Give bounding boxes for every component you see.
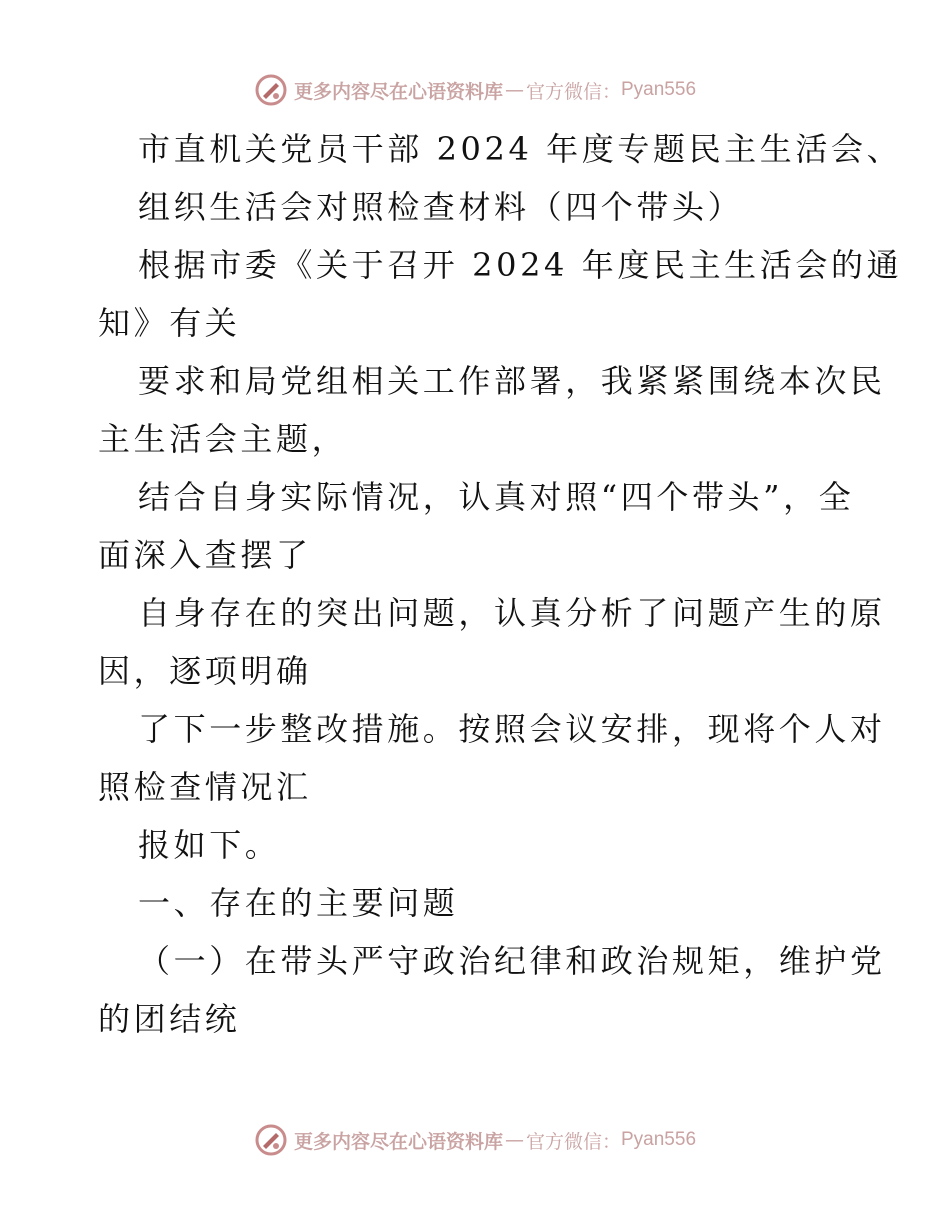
- paragraph-2-line-2: 主生活会主题，: [98, 420, 348, 458]
- header-separator: —: [504, 79, 524, 101]
- brand-logo-icon: [254, 73, 288, 107]
- paragraph-5: [98, 700, 886, 816]
- document-body: [98, 120, 903, 1048]
- header-brand-text: 更多内容尽在心语资料库: [293, 80, 503, 103]
- paragraph-6: [98, 816, 858, 874]
- header-wechat-account: Pyan556: [621, 79, 697, 100]
- footer-wechat-account: Pyan556: [621, 1129, 697, 1150]
- paragraph-3: [98, 468, 858, 584]
- paragraph-2: [98, 352, 886, 468]
- footer-separator: —: [504, 1129, 524, 1151]
- paragraph-1-line-2: 知》有关: [98, 304, 241, 342]
- paragraph-3-line-1: 结合自身实际情况，认真对照“四个带头”，全: [138, 478, 855, 516]
- paragraph-4: [98, 584, 886, 700]
- header-watermark: [0, 70, 950, 110]
- section-1-heading: 一、存在的主要问题: [138, 884, 459, 922]
- footer-watermark: [0, 1120, 950, 1160]
- subsection-1-line-1: （一）在带头严守政治纪律和政治规矩，维护党: [138, 942, 886, 980]
- title-line-1: 市直机关党员干部 2024 年度专题民主生活会、: [138, 130, 903, 168]
- document-title: [98, 120, 903, 236]
- footer-wechat-label: 官方微信：: [525, 1130, 621, 1153]
- subsection-1: [98, 932, 886, 1048]
- title-line-2-text: 组织生活会对照检查材料（四个带头）: [138, 188, 744, 226]
- paragraph-5-line-1: 了下一步整改措施。按照会议安排，现将个人对: [138, 710, 886, 748]
- paragraph-6-line-1: 报如下。: [138, 826, 281, 864]
- paragraph-5-line-2: 照检查情况汇: [98, 768, 312, 806]
- header-wechat-label: 官方微信：: [525, 80, 621, 103]
- title-line-2: [98, 178, 858, 236]
- paragraph-2-line-1: 要求和局党组相关工作部署，我紧紧围绕本次民: [138, 362, 886, 400]
- paragraph-1-line-1: 根据市委《关于召开 2024 年度民主生活会的通: [138, 246, 903, 284]
- footer-brand-text: 更多内容尽在心语资料库: [293, 1130, 503, 1153]
- paragraph-1: [98, 236, 903, 352]
- paragraph-4-line-2: 因，逐项明确: [98, 652, 312, 690]
- brand-logo-icon: [254, 1123, 288, 1157]
- paragraph-3-line-2: 面深入查摆了: [98, 536, 312, 574]
- paragraph-4-line-1: 自身存在的突出问题，认真分析了问题产生的原: [138, 594, 886, 632]
- subsection-1-line-2: 的团结统: [98, 1000, 241, 1038]
